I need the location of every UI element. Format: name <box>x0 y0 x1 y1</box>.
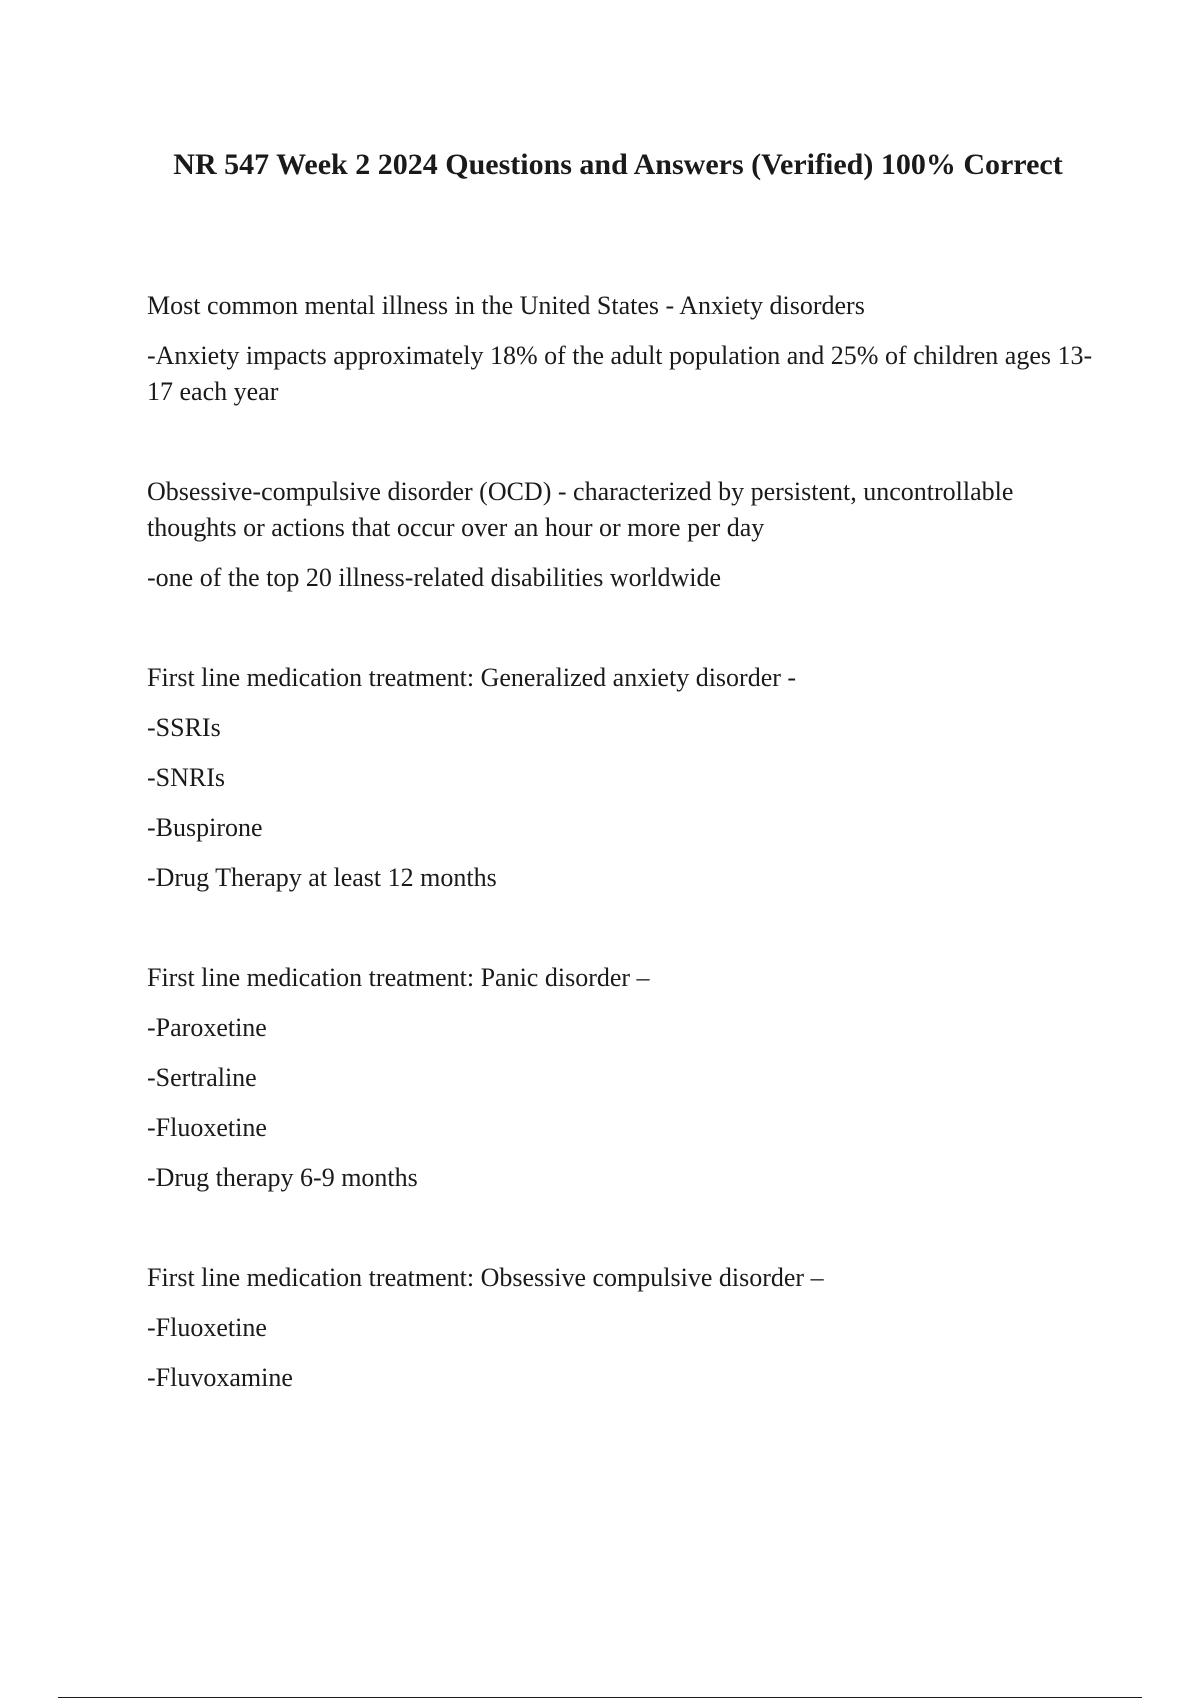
question-text: First line medication treatment: Obsessive compulsive disorder – <box>147 1263 824 1292</box>
qa-section <box>147 474 1097 596</box>
qa-section <box>147 288 1097 410</box>
qa-section <box>147 660 1097 896</box>
question-text: First line medication treatment: Generalized anxiety disorder - <box>147 663 797 692</box>
qa-section <box>147 960 1097 1196</box>
answer-line: -Sertraline <box>147 1063 257 1092</box>
answer-line: -Drug Therapy at least 12 months <box>147 863 497 892</box>
answer-line: -Fluoxetine <box>147 1113 267 1142</box>
answer-line: -Fluoxetine <box>147 1313 267 1342</box>
answer-line: -Fluvoxamine <box>147 1363 293 1392</box>
answer-line: -Paroxetine <box>147 1013 267 1042</box>
question-text: First line medication treatment: Panic disorder – <box>147 963 650 992</box>
document-body <box>147 288 1097 1410</box>
section-spacer <box>147 610 1097 660</box>
question-text: Obsessive-compulsive disorder (OCD) - characterized by persistent, uncontrollable thoughts or actions that occur over an hour or more per day <box>147 477 1014 542</box>
answer-line: -Anxiety impacts approximately 18% of the adult population and 25% of children ages 13-17 each year <box>147 341 1093 406</box>
answer-line: -Buspirone <box>147 813 263 842</box>
answer-line: -SNRIs <box>147 763 226 792</box>
document-title: NR 547 Week 2 2024 Questions and Answers (Verified) 100% Correct <box>173 148 1063 181</box>
answer-line: -one of the top 20 illness-related disabilities worldwide <box>147 563 722 592</box>
answer-line: -SSRIs <box>147 713 221 742</box>
section-spacer <box>147 424 1097 474</box>
answer-line: -Drug therapy 6-9 months <box>147 1163 418 1192</box>
section-spacer <box>147 910 1097 960</box>
section-spacer <box>147 1210 1097 1260</box>
question-text: Most common mental illness in the United States - Anxiety disorders <box>147 291 865 320</box>
page-divider <box>58 1697 1142 1698</box>
qa-section <box>147 1260 1097 1396</box>
